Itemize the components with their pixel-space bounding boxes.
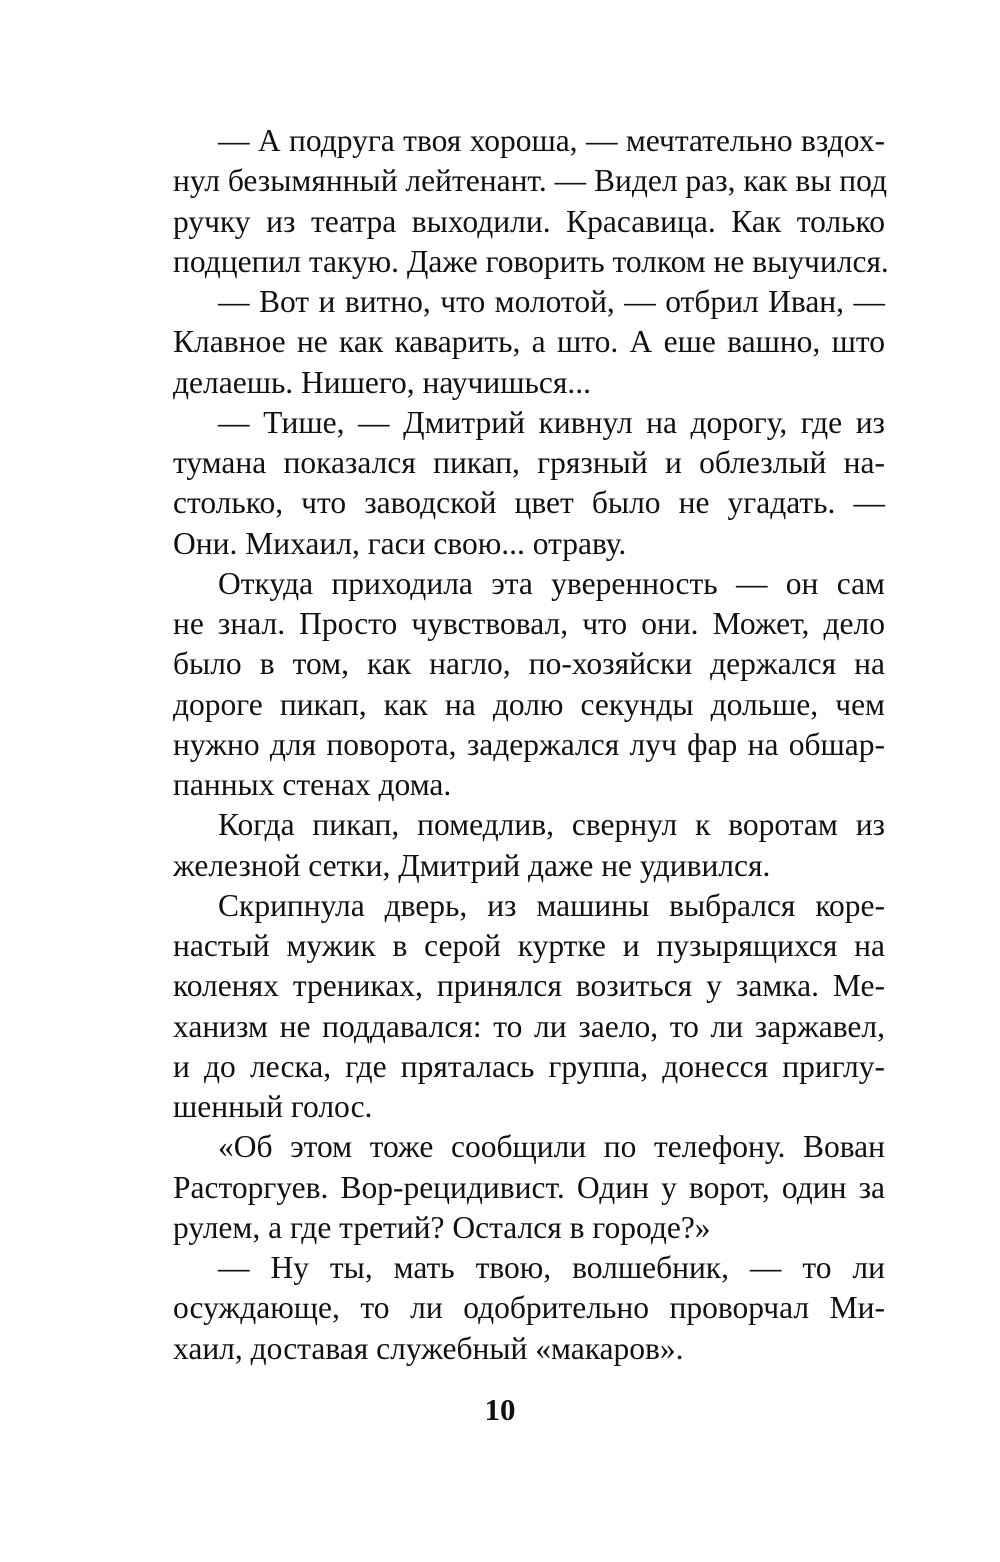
text-line: осуждающе, то ли одобрительно проворчал Ми- [173, 1290, 885, 1326]
paragraph [173, 805, 885, 886]
text-line: дороге пикап, как на долю секунды дольше, чем [173, 686, 885, 722]
paragraph [173, 886, 885, 1128]
text-line: не знал. Просто чувствовал, что они. Может, дело [173, 606, 885, 641]
text-line: коленях трениках, принялся возиться у замка. Ме- [173, 968, 885, 1004]
paragraph [173, 282, 885, 403]
paragraph [173, 564, 885, 806]
text-line: делаешь. Нишего, научишься... [173, 364, 591, 400]
text-line: — Вот и витно, что молотой, — отбрил Иван, — [218, 284, 885, 319]
text-line: Расторгуев. Вор-рецидивист. Один у ворот, один за [173, 1169, 885, 1205]
text-line: столько, что заводской цвет было не угадать. — [173, 485, 885, 521]
text-line: Откуда приходила эта уверенность — он сам [218, 565, 885, 601]
text-line: нул безымянный лейтенант. — Видел раз, как вы под [173, 163, 887, 199]
page-number: 10 [484, 1392, 516, 1427]
text-line: панных стенах дома. [173, 767, 452, 802]
paragraph [173, 1127, 885, 1248]
text-line: — Ну ты, мать твою, волшебник, — то ли [218, 1250, 885, 1285]
paragraph [173, 121, 889, 282]
text-line: Клавное не как каварить, а што. А еше вашно, што [173, 324, 885, 360]
text-line: железной сетки, Дмитрий даже не удивился. [173, 847, 771, 883]
text-line: Скрипнула дверь, из машины выбрался коре- [218, 887, 885, 923]
text-line: Когда пикап, помедлив, свернул к воротам из [218, 807, 885, 843]
text-line: подцепил такую. Даже говорить толком не выучился. [173, 243, 889, 279]
text-line: нужно для поворота, задержался луч фар на обшар- [173, 726, 885, 762]
text-line: настый мужик в серой куртке и пузырящихся на [173, 928, 885, 963]
text-line: было в том, как нагло, по-хозяйски держался на [173, 646, 885, 682]
text-line: хаил, доставая служебный «макаров». [173, 1330, 684, 1366]
paragraph [173, 1248, 885, 1369]
body-text [173, 121, 889, 1369]
text-line: — А подруга твоя хороша, — мечтательно вздох- [218, 123, 885, 158]
text-line: ручку из театра выходили. Красавица. Как только [173, 203, 885, 239]
text-line: тумана показался пикап, грязный и облезлый на- [173, 445, 885, 480]
text-line: и до леска, где пряталась группа, донесся приглу- [173, 1048, 885, 1084]
text-line: «Об этом тоже сообщили по телефону. Вован [218, 1129, 885, 1165]
text-line: ханизм не поддавался: то ли заело, то ли заржавел, [173, 1008, 885, 1044]
text-line: Они. Михаил, гаси свою... отраву. [173, 525, 627, 561]
text-line: шенный голос. [173, 1089, 373, 1124]
text-line: — Тише, — Дмитрий кивнул на дорогу, где из [218, 404, 885, 440]
paragraph [173, 403, 885, 564]
text-line: рулем, а где третий? Остался в городе?» [173, 1209, 711, 1245]
